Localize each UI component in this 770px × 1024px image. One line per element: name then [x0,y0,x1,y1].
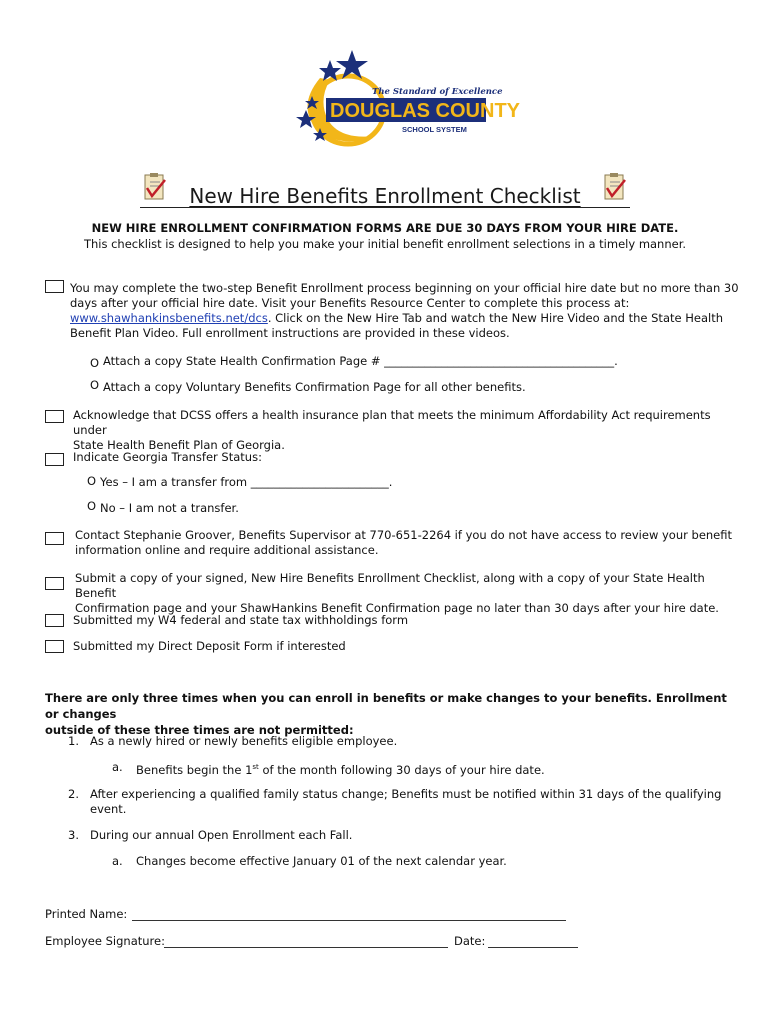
transfer-no: No – I am not a transfer. [100,501,239,515]
logo-tagline: The Standard of Excellence [372,87,503,97]
w4-text: Submitted my W4 federal and state tax withholdings form [73,613,409,627]
acknowledge-text: Acknowledge that DCSS offers a health insurance plan that meets the minimum Affordability Act requirements under State Health Benefit Plan of Georgia. [73,408,711,452]
douglas-county-logo [290,48,520,153]
subtitle: This checklist is designed to help you make your initial benefit enrollment selections in a timely manner. [83,237,687,251]
rule-3: During our annual Open Enrollment each Fall. [90,828,353,842]
signature-field[interactable] [164,933,448,948]
list-letter: a. [112,760,123,774]
rule-1a: Benefits begin the 1st of the month following 30 days of your hire date. [136,762,545,777]
checkbox-transfer[interactable] [45,453,64,466]
page-title: New Hire Benefits Enrollment Checklist [189,184,581,208]
logo-name: DOUGLAS COUNTY [330,100,520,122]
logo-subname: SCHOOL SYSTEM [402,125,467,134]
rule-1: As a newly hired or newly benefits eligible employee. [90,734,398,748]
deposit-text: Submitted my Direct Deposit Form if interested [73,639,346,653]
transfer-label: Indicate Georgia Transfer Status: [73,450,262,464]
list-letter: a. [112,854,123,868]
date-field[interactable] [488,933,578,948]
clipboard-check-icon [142,172,168,202]
printed-name-label: Printed Name: [45,907,128,921]
list-number: 1. [68,734,79,748]
printed-name-field[interactable] [132,906,566,921]
step1-text: You may complete the two-step Benefit Enrollment process beginning on your official hire date but no more than 30 days after your official hire date. Visit your Benefits Resource Center to complete this process at: www.shawhankinsbenefits.net/dcs. Click on the New Hire Tab and watch the New Hire Video and the State Health Benefit Plan Video. Full enrollment instructions are provided in these videos. [70,281,739,340]
due-notice: NEW HIRE ENROLLMENT CONFIRMATION FORMS ARE DUE 30 DAYS FROM YOUR HIRE DATE. [91,221,679,235]
enrollment-heading: There are only three times when you can enroll in benefits or make changes to your benefits. Enrollment or changes outside of these three times are not permitted: [45,691,727,737]
list-number: 2. [68,787,79,801]
submit-text: Submit a copy of your signed, New Hire Benefits Enrollment Checklist, along with a copy of your State Health Benefit Confirmation page and your ShawHankins Benefit Confirmation page no later than 30 days after your hire date. [75,571,719,615]
contact-text: Contact Stephanie Groover, Benefits Supervisor at 770-651-2264 if you do not have access to review your benefit information online and require additional assistance. [75,528,733,557]
transfer-yes: Yes – I am a transfer from ________________________. [100,475,393,489]
date-label: Date: [454,934,486,948]
list-number: 3. [68,828,79,842]
circle-marker[interactable]: O [87,474,97,488]
checkbox-direct-deposit[interactable] [45,640,64,653]
clipboard-check-icon [602,172,628,202]
checkbox-contact[interactable] [45,532,64,545]
title-row [140,170,630,214]
checkbox-w4[interactable] [45,614,64,627]
circle-marker[interactable]: O [90,378,100,392]
rule-2: After experiencing a qualified family status change; Benefits must be notified within 31 days of the qualifying event. [90,787,722,816]
circle-marker[interactable]: O [87,499,97,513]
benefits-link[interactable]: www.shawhankinsbenefits.net/dcs [70,311,268,325]
checkbox-acknowledge[interactable] [45,410,64,423]
step1-sub2: Attach a copy Voluntary Benefits Confirmation Page for all other benefits. [103,380,526,394]
checkbox-submit[interactable] [45,577,64,590]
title-underline [140,207,630,208]
circle-marker[interactable]: O [90,356,100,370]
rule-3a: Changes become effective January 01 of the next calendar year. [136,854,507,868]
signature-label: Employee Signature: [45,934,165,948]
checkbox-step1[interactable] [45,280,64,293]
step1-sub1: Attach a copy State Health Confirmation Page # ________________________________________. [103,354,618,368]
